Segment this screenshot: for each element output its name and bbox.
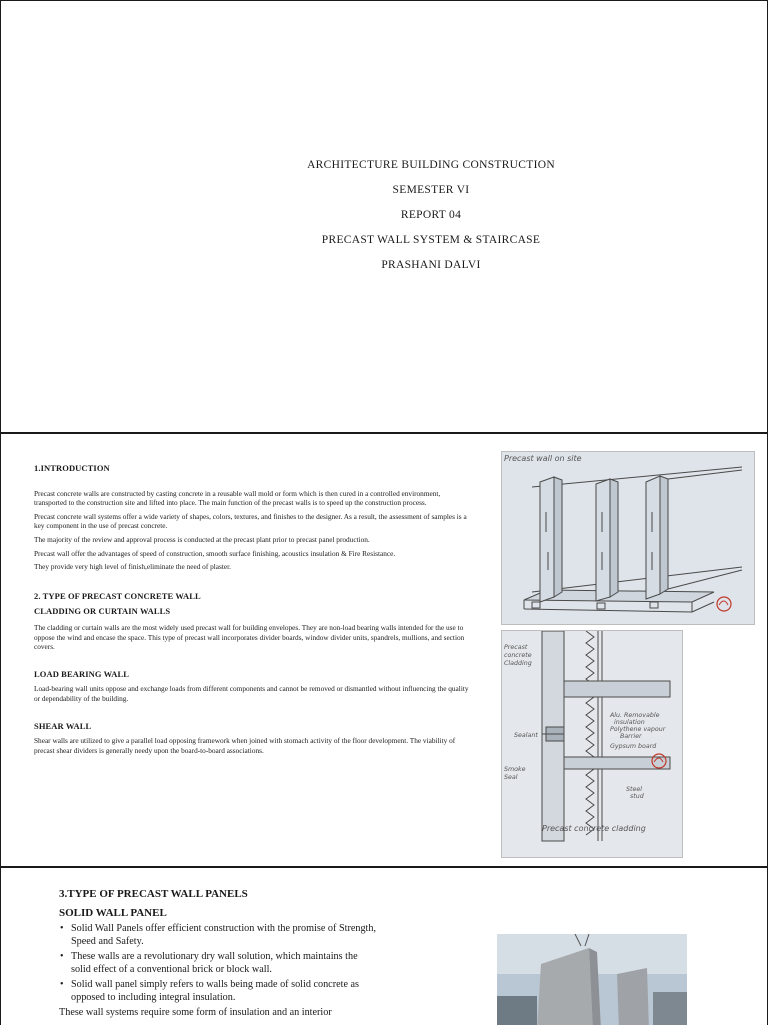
precast-wall-drawing	[502, 452, 754, 624]
cladding-text: The cladding or curtain walls are the most widely used precast wall for building envelopes. They are non-load bearing walls intended for the use to oppose the wind and encase the space. This type of precast wall incorporates divider boards, window divider units, spandrels, mullions, and section covers.	[34, 622, 465, 652]
panels-heading: 3.TYPE OF PRECAST WALL PANELS	[59, 888, 248, 900]
label-seal: Seal	[504, 774, 518, 781]
solid-panel-heading: SOLID WALL PANEL	[59, 906, 167, 919]
panel-photo-illustration	[497, 934, 687, 1025]
load-bearing-heading: LOAD BEARING WALL	[34, 668, 130, 679]
intro-paragraph: Precast concrete wall systems offer a wide variety of shapes, colors, textures, and finishes to the designer. As a result, the assessment of samples is a key component in the use of precast concrete.	[34, 511, 467, 531]
intro-paragraph: Precast wall offer the advantages of speed of construction, smooth surface finishing, acoustics insulation & Fire Resistance.	[34, 548, 396, 558]
intro-text-column	[34, 464, 469, 759]
label-insulation: insulation	[614, 719, 645, 726]
report-label: REPORT 04	[400, 209, 462, 221]
precast-wall-sketch	[501, 451, 755, 625]
sketch-caption: Precast concrete cladding	[542, 824, 646, 833]
label-gypsum: Gypsum board	[610, 743, 657, 750]
precast-panel-photo	[497, 934, 687, 1025]
intro-paragraph: They provide very high level of finish,eliminate the need of plaster.	[34, 562, 231, 572]
label-alu-removable: Alu. Removable	[610, 712, 660, 719]
author-name: PRASHANI DALVI	[381, 259, 481, 271]
sketch-caption: Precast wall on site	[504, 454, 582, 463]
title-slide	[0, 0, 768, 433]
label-barrier: Barrier	[620, 733, 642, 740]
label-stud: stud	[630, 793, 644, 800]
label-steel: Steel	[626, 786, 642, 793]
label-polythene: Polythene vapour	[610, 726, 666, 733]
panels-text-column	[59, 888, 379, 1020]
label-cladding: Cladding	[504, 660, 532, 667]
shear-wall-text: Shear walls are utilized to give a parallel load opposing framework when joined with stomach activity of the floor development. The viability of precast shear dividers is generally needy upon the board-to-board associations.	[34, 736, 456, 755]
topic-title: PRECAST WALL SYSTEM & STAIRCASE	[321, 234, 541, 246]
bullet-item: • Solid wall panel simply refers to walls being made of solid concrete as opposed to including integral insulation.	[71, 979, 379, 1004]
label-precast: Precast	[504, 644, 528, 651]
cladding-heading: CLADDING OR CURTAIN WALLS	[34, 606, 171, 617]
label-concrete: concrete	[504, 652, 532, 659]
intro-paragraph: Precast concrete walls are constructed by casting concrete in a reusable wall mold or form which is then cured in a controlled environment, transported to the construction site and lifted into place. The main function of the precast walls is to speed up the construction process.	[34, 488, 441, 508]
bullet-item: • These walls are a revolutionary dry wall solution, which maintains the solid effect of a conventional brick or block wall.	[71, 951, 379, 976]
types-heading: 2. TYPE OF PRECAST CONCRETE WALL	[34, 590, 201, 601]
intro-paragraph: The majority of the review and approval process is conducted at the precast plant prior to precast panel production.	[34, 534, 370, 544]
precast-cladding-sketch	[501, 630, 683, 858]
title-block	[251, 159, 611, 284]
solid-panel-bullets	[59, 923, 379, 1004]
intro-slide	[0, 433, 768, 867]
trailing-text: These wall systems require some form of insulation and an interior	[59, 1007, 332, 1018]
label-sealant: Sealant	[514, 732, 538, 739]
wall-panels-slide	[0, 867, 768, 1025]
semester-label: SEMESTER VI	[392, 184, 470, 196]
load-bearing-text: Load-bearing wall units oppose and exchange loads from different components and cannot be removed or dismantled without influencing the quality or dependability of the building.	[34, 684, 469, 703]
cladding-detail-drawing	[502, 631, 682, 857]
course-title: ARCHITECTURE BUILDING CONSTRUCTION	[307, 159, 555, 171]
intro-heading: 1.INTRODUCTION	[34, 463, 110, 473]
shear-wall-heading: SHEAR WALL	[34, 720, 92, 731]
label-smoke: Smoke	[504, 766, 526, 773]
bullet-item: • Solid Wall Panels offer efficient construction with the promise of Strength, Speed and Safety.	[71, 923, 379, 948]
